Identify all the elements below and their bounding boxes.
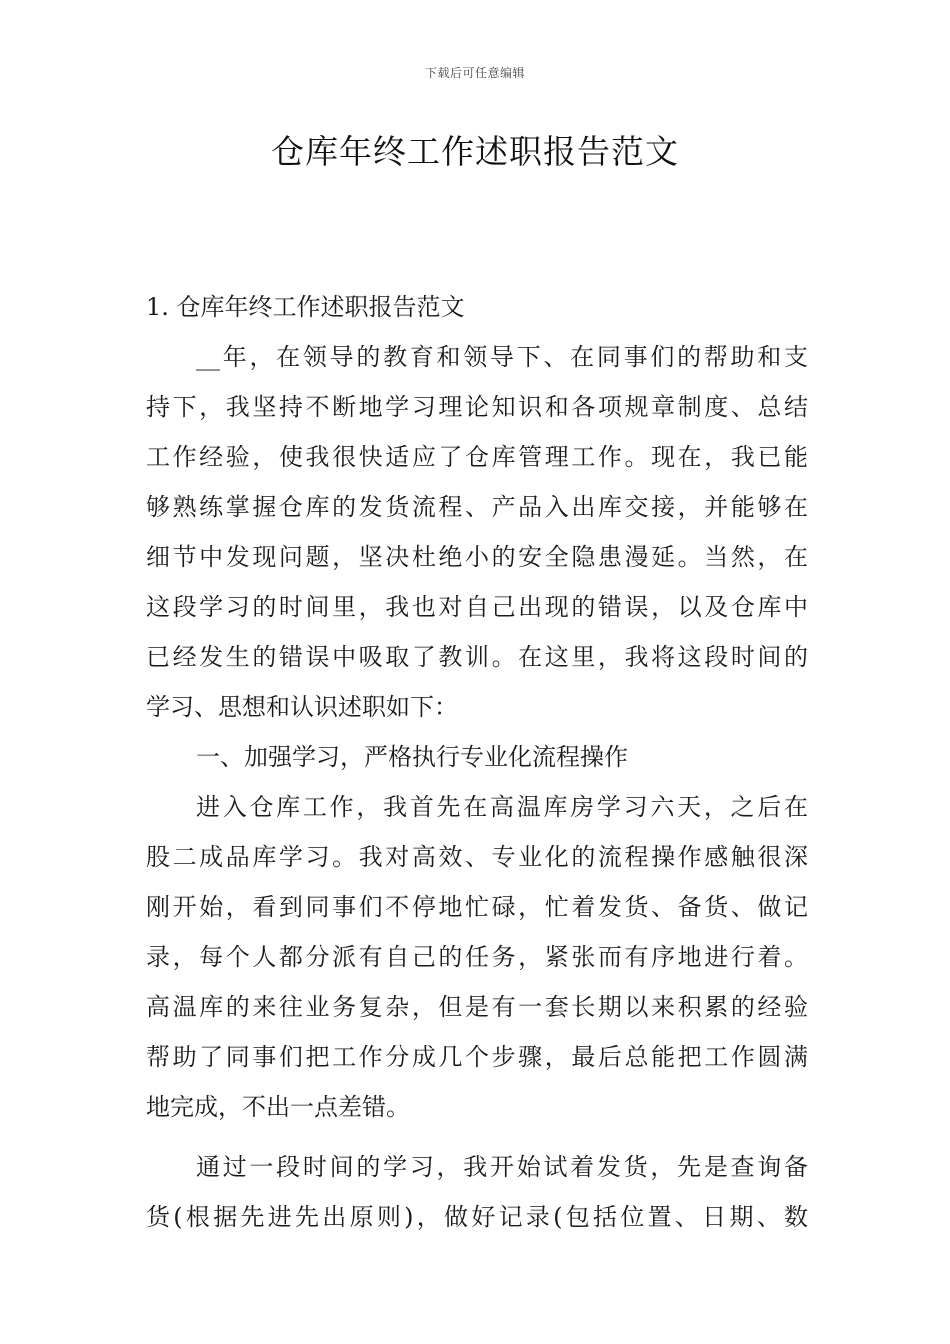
subheading: 一、加强学习，严格执行专业化流程操作 [196, 743, 628, 771]
paragraph-line: 帮助了同事们把工作分成几个步骤，最后总能把工作圆满 [146, 1043, 808, 1071]
paragraph-line: 刚开始，看到同事们不停地忙碌，忙着发货、备货、做记 [146, 893, 808, 921]
paragraph-line: 够熟练掌握仓库的发货流程、产品入出库交接，并能够在 [146, 493, 808, 521]
paragraph-line: 学习、思想和认识述职如下： [146, 693, 458, 721]
paragraph-line: 这段学习的时间里，我也对自己出现的错误，以及仓库中 [146, 593, 808, 621]
paragraph-line: 地完成，不出一点差错。 [146, 1093, 410, 1121]
paragraph [146, 332, 808, 732]
paragraph-line: __年，在领导的教育和领导下、在同事们的帮助和支 [196, 343, 808, 371]
paragraph-line: 录，每个人都分派有自己的任务，紧张而有序地进行着。 [146, 943, 808, 971]
paragraph-line: 工作经验，使我很快适应了仓库管理工作。现在，我已能 [146, 443, 808, 471]
paragraph-line: 通过一段时间的学习，我开始试着发货，先是查询备 [196, 1153, 808, 1181]
header-note: 下载后可任意编辑 [424, 66, 525, 80]
paragraph-line: 高温库的来往业务复杂，但是有一套长期以来积累的经验 [146, 993, 808, 1021]
section-heading: 1. 仓库年终工作述职报告范文 [146, 293, 465, 321]
paragraph-line: 进入仓库工作，我首先在高温库房学习六天，之后在 [196, 793, 808, 821]
document-body [146, 282, 808, 1242]
paragraph-line: 持下，我坚持不断地学习理论知识和各项规章制度、总结 [146, 393, 808, 421]
paragraph-line: 细节中发现问题，坚决杜绝小的安全隐患漫延。当然，在 [146, 543, 808, 571]
document-title: 仓库年终工作述职报告范文 [271, 132, 679, 171]
paragraph-line: 已经发生的错误中吸取了教训。在这里，我将这段时间的 [146, 643, 808, 671]
paragraph-line: 货(根据先进先出原则)，做好记录(包括位置、日期、数 [146, 1203, 808, 1231]
paragraph [146, 1142, 808, 1242]
paragraph [146, 782, 808, 1132]
paragraph-spacer [146, 1132, 808, 1142]
paragraph-line: 股二成品库学习。我对高效、专业化的流程操作感触很深 [146, 843, 808, 871]
